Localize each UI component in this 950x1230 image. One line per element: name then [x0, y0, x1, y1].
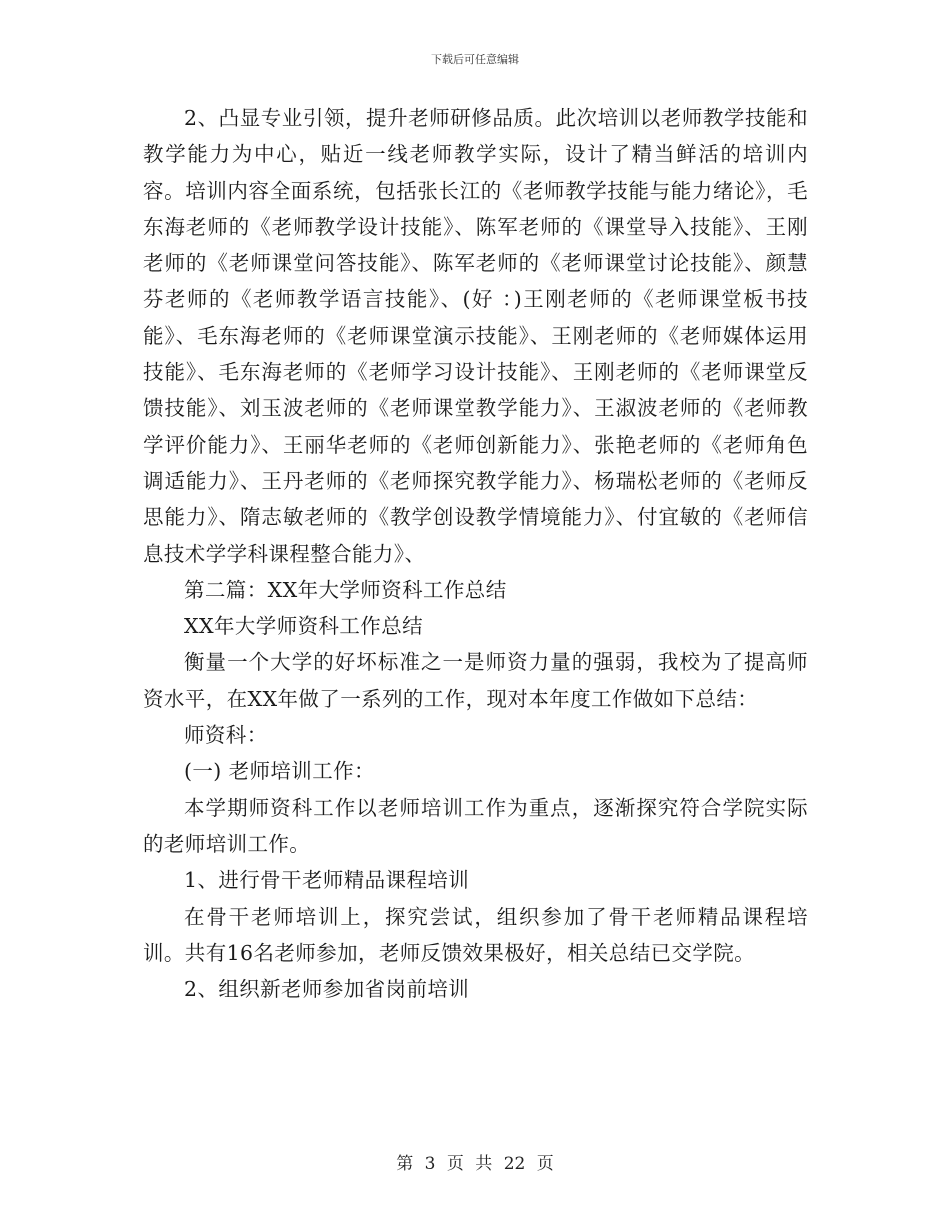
- document-title: XX年大学师资科工作总结: [184, 614, 423, 639]
- list-item-2: 2、组织新老师参加省岗前培训: [184, 977, 470, 1002]
- subheading-training: (一) 老师培训工作：: [184, 759, 375, 784]
- paragraph-intro: 衡量一个大学的好坏标准之一是师资力量的强弱，我校为了提高师资水平，在XX年做了一系列的工作，现对本年度工作做如下总结：: [143, 650, 808, 711]
- paragraph-1: 2、凸显专业引领，提升老师研修品质。此次培训以老师教学技能和教学能力为中心，贴近一线老师教学实际，设计了精当鲜活的培训内容。培训内容全面系统，包括张长江的《老师教学技能与能力绪论》，毛东海老师的《老师教学设计技能》、陈军老师的《课堂导入技能》、王刚老师的《老师课堂问答技能》、陈军老师的《老师课堂讨论技能》、颜慧芬老师的《老师教学语言技能》、(好 ：)王刚老师的《老师课堂板书技能》、毛东海老师的《老师课堂演示技能》、王刚老师的《老师媒体运用技能》、毛东海老师的《老师学习设计技能》、王刚老师的《老师课堂反馈技能》、刘玉波老师的《老师课堂教学能力》、王淑波老师的《老师教学评价能力》、王丽华老师的《老师创新能力》、张艳老师的《老师角色调适能力》、王丹老师的《老师探究教学能力》、杨瑞松老师的《老师反思能力》、隋志敏老师的《教学创设教学情境能力》、付宜敏的《老师信息技术学学科课程整合能力》、: [143, 106, 808, 566]
- subheading-department: 师资科：: [184, 723, 268, 748]
- page-number: 第 3 页 共 22 页: [396, 1154, 554, 1174]
- paragraph-backbone: 在骨干老师培训上，探究尝试，组织参加了骨干老师精品课程培训。共有16名老师参加，老师反馈效果极好，相关总结已交学院。: [143, 904, 808, 965]
- list-item-1: 1、进行骨干老师精品课程培训: [184, 868, 470, 893]
- document-body: [143, 100, 808, 1007]
- paragraph-training: 本学期师资科工作以老师培训工作为重点，逐渐探究符合学院实际的老师培训工作。: [143, 795, 808, 856]
- page-header: 下载后可任意编辑: [431, 53, 519, 66]
- section-heading: 第二篇：XX年大学师资科工作总结: [184, 577, 507, 602]
